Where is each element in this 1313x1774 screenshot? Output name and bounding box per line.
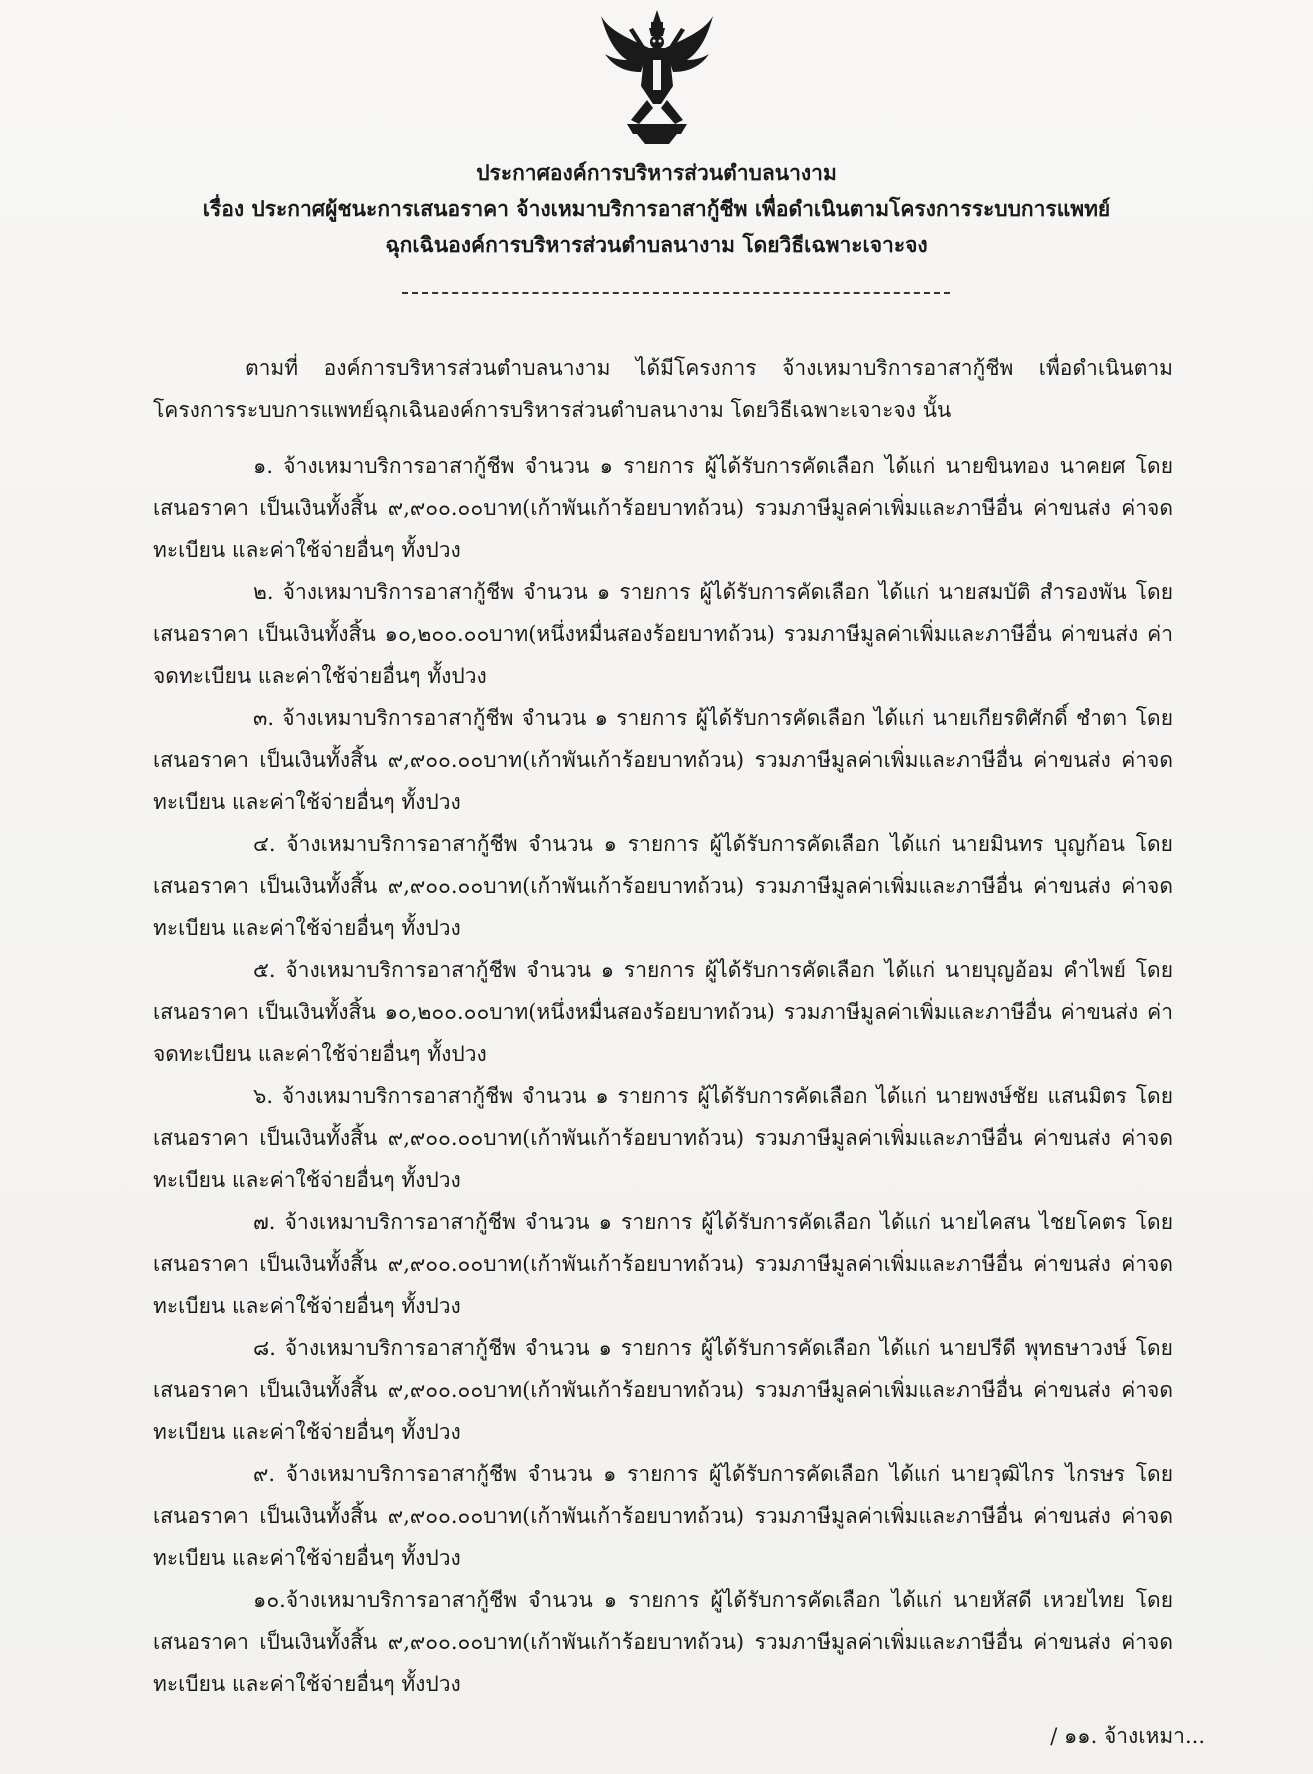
list-item: ๘. จ้างเหมาบริการอาสากู้ชีพ จำนวน ๑ รายการ ผู้ได้รับการคัดเลือก ได้แก่ นายปรีดี พุทธษาวงษ์ โดยเสนอราคา เป็นเงินทั้งสิ้น ๙,๙๐๐.๐๐บาท(เก้าพันเก้าร้อยบาทถ้วน) รวมภาษีมูลค่าเพิ่มและภาษีอื่น ค่าขนส่ง ค่าจดทะเบียน และค่าใช้จ่ายอื่นๆ ทั้งปวง [153,1336,1173,1444]
heading-line-3: ฉุกเฉินองค์การบริหารส่วนตำบลนางาม โดยวิธีเฉพาะเจาะจง [385,232,928,257]
list-item: ๔. จ้างเหมาบริการอาสากู้ชีพ จำนวน ๑ รายการ ผู้ได้รับการคัดเลือก ได้แก่ นายมินทร บุญก้อน โดยเสนอราคา เป็นเงินทั้งสิ้น ๙,๙๐๐.๐๐บาท(เก้าพันเก้าร้อยบาทถ้วน) รวมภาษีมูลค่าเพิ่มและภาษีอื่น ค่าขนส่ง ค่าจดทะเบียน และค่าใช้จ่ายอื่นๆ ทั้งปวง [153,832,1173,940]
list-item: ๕. จ้างเหมาบริการอาสากู้ชีพ จำนวน ๑ รายการ ผู้ได้รับการคัดเลือก ได้แก่ นายบุญอ้อม คำไพย์ โดยเสนอราคา เป็นเงินทั้งสิ้น ๑๐,๒๐๐.๐๐บาท(หนึ่งหมื่นสองร้อยบาทถ้วน) รวมภาษีมูลค่าเพิ่มและภาษีอื่น ค่าขนส่ง ค่าจดทะเบียน และค่าใช้จ่ายอื่นๆ ทั้งปวง [153,958,1173,1066]
list-item: ๑๐.จ้างเหมาบริการอาสากู้ชีพ จำนวน ๑ รายการ ผู้ได้รับการคัดเลือก ได้แก่ นายหัสดี เหวยไทย โดยเสนอราคา เป็นเงินทั้งสิ้น ๙,๙๐๐.๐๐บาท(เก้าพันเก้าร้อยบาทถ้วน) รวมภาษีมูลค่าเพิ่มและภาษีอื่น ค่าขนส่ง ค่าจดทะเบียน และค่าใช้จ่ายอื่นๆ ทั้งปวง [153,1588,1173,1696]
list-item: ๑. จ้างเหมาบริการอาสากู้ชีพ จำนวน ๑ รายการ ผู้ได้รับการคัดเลือก ได้แก่ นายขินทอง นาคยศ โดยเสนอราคา เป็นเงินทั้งสิ้น ๙,๙๐๐.๐๐บาท(เก้าพันเก้าร้อยบาทถ้วน) รวมภาษีมูลค่าเพิ่มและภาษีอื่น ค่าขนส่ง ค่าจดทะเบียน และค่าใช้จ่ายอื่นๆ ทั้งปวง [153,454,1173,562]
list-item: ๖. จ้างเหมาบริการอาสากู้ชีพ จำนวน ๑ รายการ ผู้ได้รับการคัดเลือก ได้แก่ นายพงษ์ชัย แสนมิตร โดยเสนอราคา เป็นเงินทั้งสิ้น ๙,๙๐๐.๐๐บาท(เก้าพันเก้าร้อยบาทถ้วน) รวมภาษีมูลค่าเพิ่มและภาษีอื่น ค่าขนส่ง ค่าจดทะเบียน และค่าใช้จ่ายอื่นๆ ทั้งปวง [153,1084,1173,1192]
list-item: ๗. จ้างเหมาบริการอาสากู้ชีพ จำนวน ๑ รายการ ผู้ได้รับการคัดเลือก ได้แก่ นายไคสน ไชยโคตร โดยเสนอราคา เป็นเงินทั้งสิ้น ๙,๙๐๐.๐๐บาท(เก้าพันเก้าร้อยบาทถ้วน) รวมภาษีมูลค่าเพิ่มและภาษีอื่น ค่าขนส่ง ค่าจดทะเบียน และค่าใช้จ่ายอื่นๆ ทั้งปวง [153,1210,1173,1318]
heading-line-1: ประกาศองค์การบริหารส่วนตำบลนางาม [476,160,837,185]
heading-line-2: เรื่อง ประกาศผู้ชนะการเสนอราคา จ้างเหมาบริการอาสากู้ชีพ เพื่อดำเนินตามโครงการระบบการแพทย์ [202,196,1111,221]
continuation-note: / ๑๑. จ้างเหมา... [1050,1724,1205,1748]
announcement-heading [120,155,1193,263]
list-item: ๓. จ้างเหมาบริการอาสากู้ชีพ จำนวน ๑ รายการ ผู้ได้รับการคัดเลือก ได้แก่ นายเกียรติศักดิ์ ชำตา โดยเสนอราคา เป็นเงินทั้งสิ้น ๙,๙๐๐.๐๐บาท(เก้าพันเก้าร้อยบาทถ้วน) รวมภาษีมูลค่าเพิ่มและภาษีอื่น ค่าขนส่ง ค่าจดทะเบียน และค่าใช้จ่ายอื่นๆ ทั้งปวง [153,706,1173,814]
announcement-body [153,347,1173,1705]
heading-separator [402,292,950,294]
list-item: ๙. จ้างเหมาบริการอาสากู้ชีพ จำนวน ๑ รายการ ผู้ได้รับการคัดเลือก ได้แก่ นายวุฒิไกร ไกรษร โดยเสนอราคา เป็นเงินทั้งสิ้น ๙,๙๐๐.๐๐บาท(เก้าพันเก้าร้อยบาทถ้วน) รวมภาษีมูลค่าเพิ่มและภาษีอื่น ค่าขนส่ง ค่าจดทะเบียน และค่าใช้จ่ายอื่นๆ ทั้งปวง [153,1462,1173,1570]
garuda-emblem-icon [597,8,717,146]
list-item: ๒. จ้างเหมาบริการอาสากู้ชีพ จำนวน ๑ รายการ ผู้ได้รับการคัดเลือก ได้แก่ นายสมบัติ สำรองพัน โดยเสนอราคา เป็นเงินทั้งสิ้น ๑๐,๒๐๐.๐๐บาท(หนึ่งหมื่นสองร้อยบาทถ้วน) รวมภาษีมูลค่าเพิ่มและภาษีอื่น ค่าขนส่ง ค่าจดทะเบียน และค่าใช้จ่ายอื่นๆ ทั้งปวง [153,580,1173,688]
intro-paragraph: ตามที่ องค์การบริหารส่วนตำบลนางาม ได้มีโครงการ จ้างเหมาบริการอาสากู้ชีพ เพื่อดำเนินตาม โครงการระบบการแพทย์ฉุกเฉินองค์การบริหารส่วนตำบลนางาม โดยวิธีเฉพาะเจาะจง นั้น [153,356,1173,422]
